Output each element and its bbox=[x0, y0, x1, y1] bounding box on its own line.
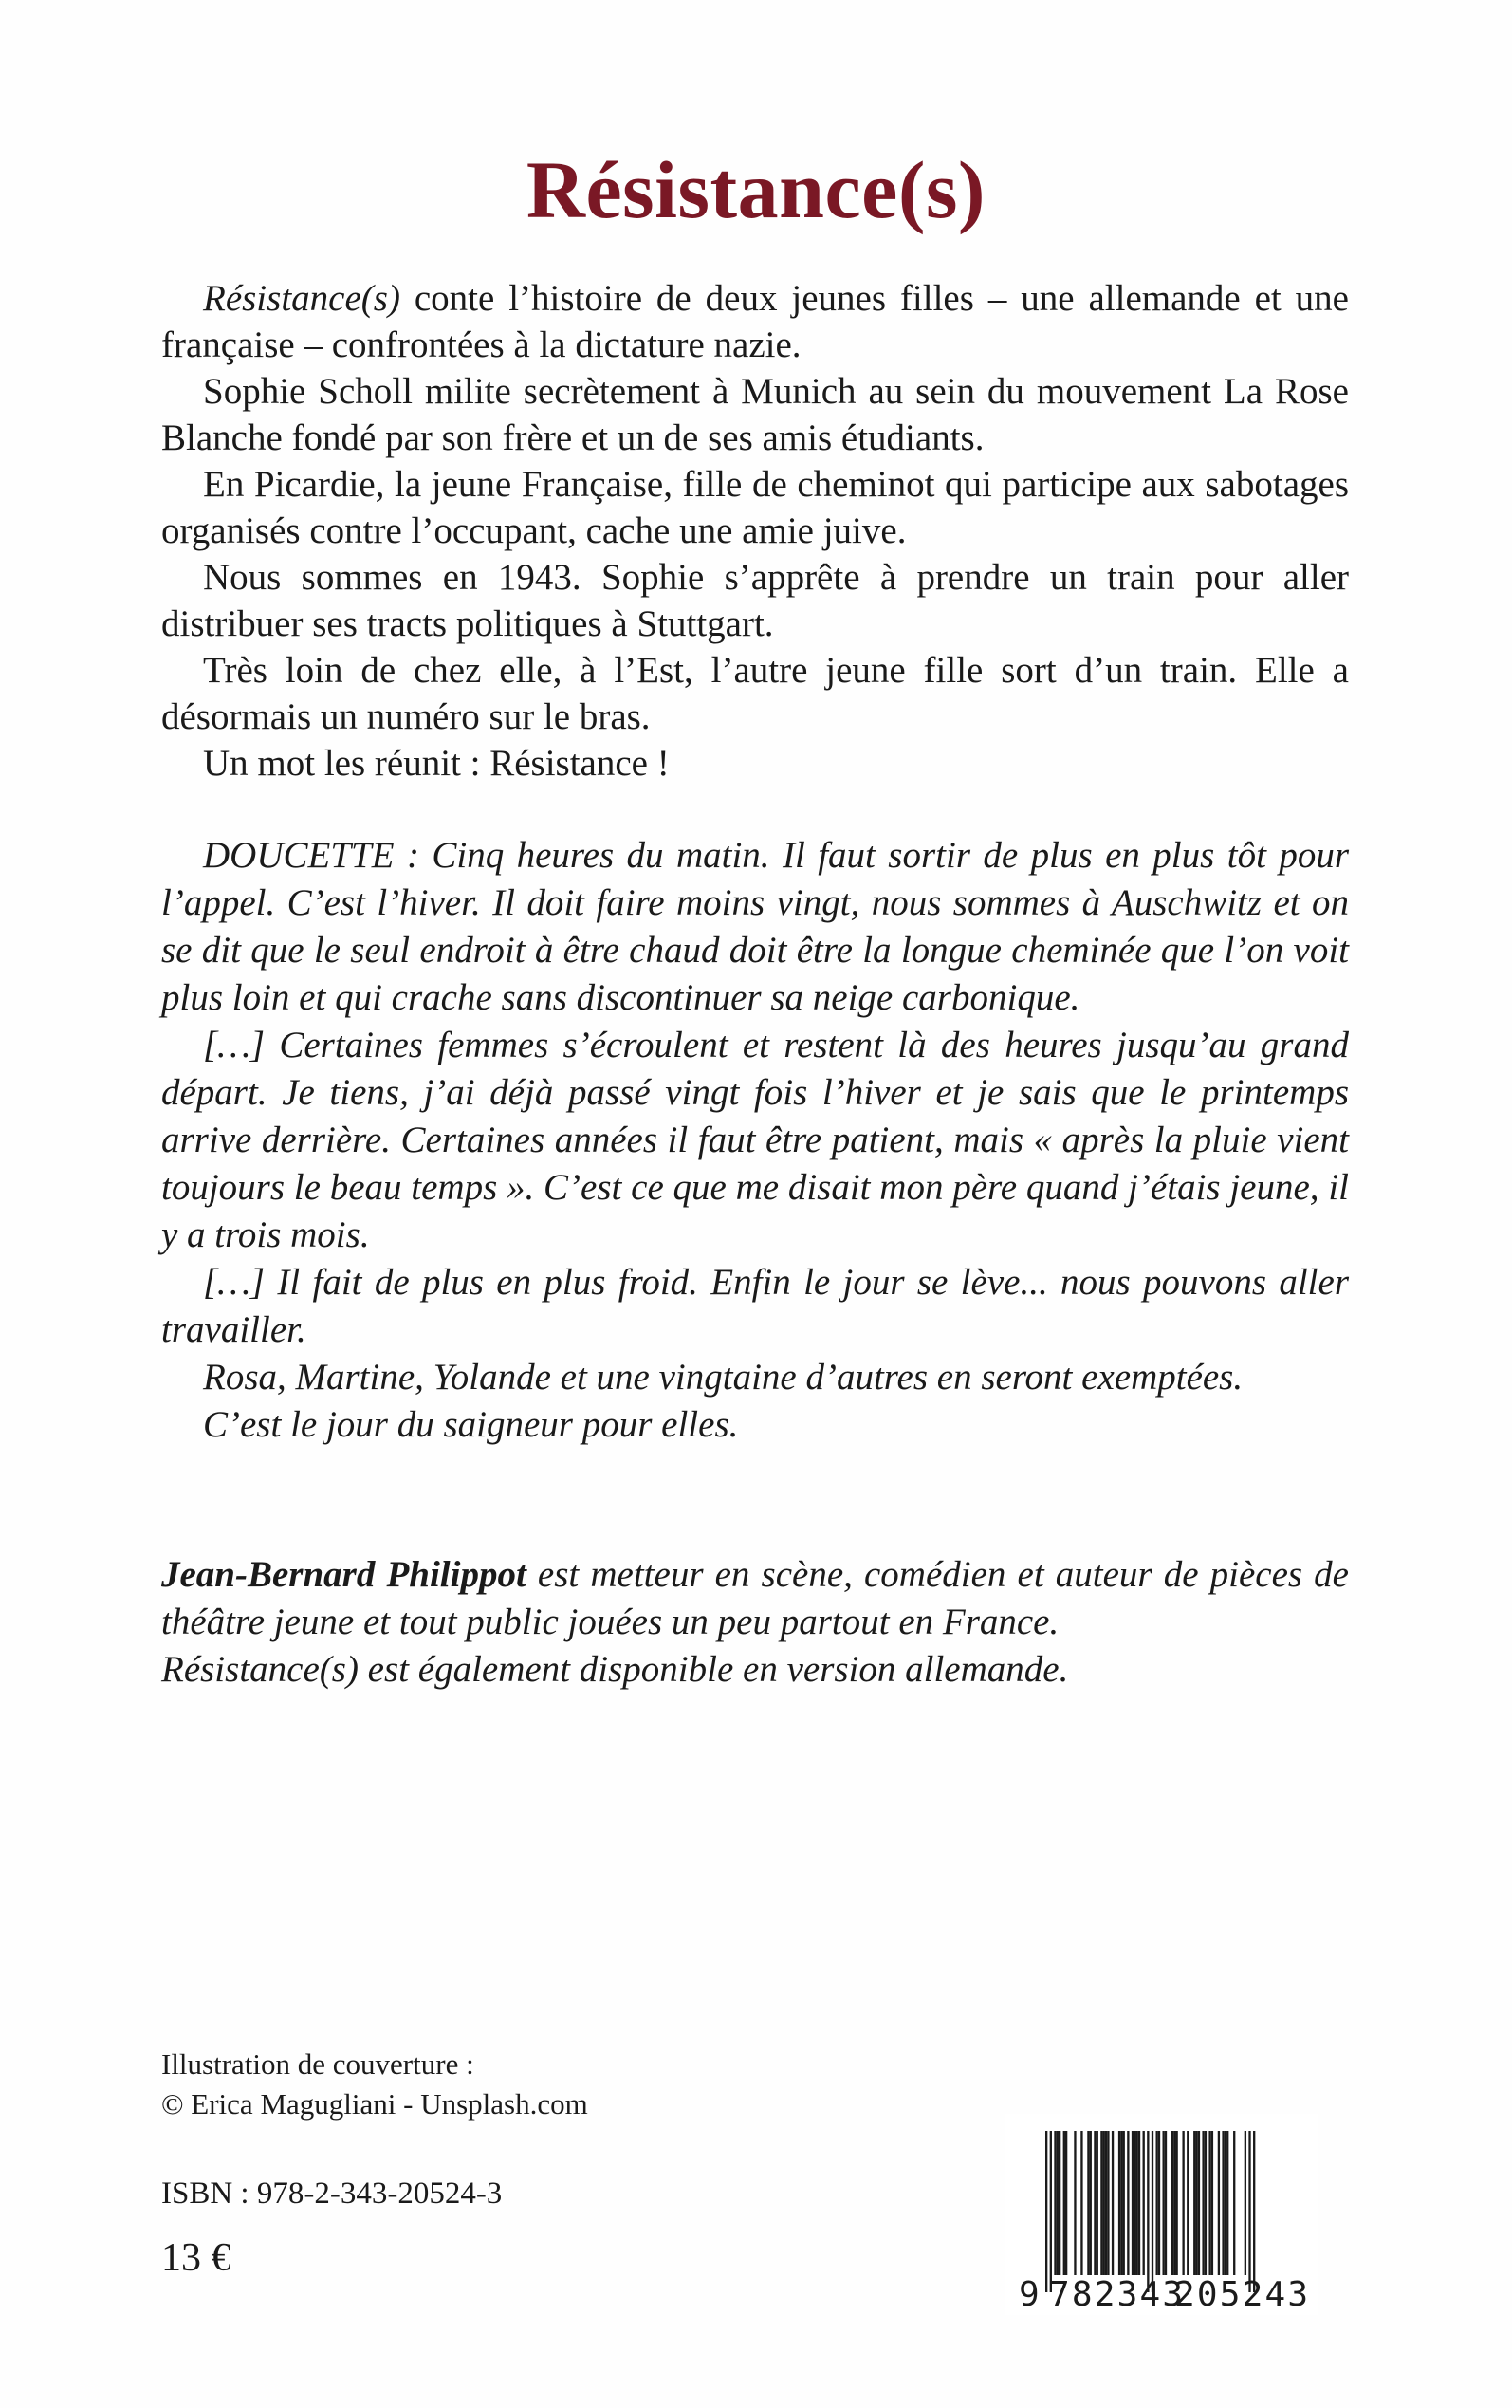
price-text: 13 € bbox=[161, 2236, 231, 2280]
author-bio-line-1 bbox=[161, 1551, 1349, 1646]
content-column bbox=[161, 275, 1349, 1694]
cover-illustration-credit bbox=[161, 2045, 1349, 2124]
synopsis-paragraph-2: Sophie Scholl milite secrètement à Munich au sein du mouvement La Rose Blanche fondé par son frère et un de ses amis étudiants. bbox=[161, 371, 1349, 458]
svg-text:9: 9 bbox=[1019, 2275, 1040, 2314]
excerpt-paragraph-2: […] Certaines femmes s’écroulent et restent là des heures jusqu’au grand départ. Je tiens, j’ai déjà passé vingt fois l’hiver et je sais que le printemps arrive derrière. Certaines années il faut être patient, mais « après la pluie vient toujours le beau temps ». C’est ce que me disait mon père quand j’étais jeune, il y a trois mois. bbox=[161, 1025, 1349, 1255]
illustration-label: Illustration de couverture : bbox=[161, 2047, 474, 2081]
svg-text:782343: 782343 bbox=[1049, 2275, 1186, 2314]
author-bio-block bbox=[161, 1551, 1349, 1694]
svg-text:205243: 205243 bbox=[1174, 2275, 1311, 2314]
synopsis-title-mention: Résistance(s) bbox=[203, 278, 400, 319]
synopsis-paragraph-1 bbox=[161, 275, 1349, 368]
synopsis-block bbox=[161, 275, 1349, 787]
author-bio-line-1-rest: est metteur en scène, comédien et auteur de pièces de théâtre jeune et tout public jouées un peu partout en France. bbox=[161, 1554, 1349, 1642]
ean13-barcode bbox=[1005, 2114, 1318, 2315]
synopsis-paragraph-1-rest: conte l’histoire de deux jeunes filles – une allemande et une française – confrontées à la dictature nazie. bbox=[161, 278, 1349, 365]
author-name: Jean-Bernard Philippot bbox=[161, 1554, 526, 1595]
illustration-credit: © Erica Magugliani - Unsplash.com bbox=[161, 2087, 588, 2121]
synopsis-paragraph-5: Très loin de chez elle, à l’Est, l’autre jeune fille sort d’un train. Elle a désormais un numéro sur le bras. bbox=[161, 650, 1349, 737]
barcode-svg bbox=[1005, 2114, 1318, 2315]
synopsis-paragraph-3: En Picardie, la jeune Française, fille de cheminot qui participe aux sabotages organisés contre l’occupant, cache une amie juive. bbox=[161, 464, 1349, 551]
synopsis-paragraph-6: Un mot les réunit : Résistance ! bbox=[203, 743, 670, 784]
excerpt-block bbox=[161, 832, 1349, 1449]
excerpt-paragraph-3: […] Il fait de plus en plus froid. Enfin le jour se lève... nous pouvons aller travailler. bbox=[161, 1262, 1349, 1350]
page-title: Résistance(s) bbox=[526, 143, 986, 235]
excerpt-paragraph-4: Rosa, Martine, Yolande et une vingtaine d’autres en seront exemptées. bbox=[203, 1357, 1244, 1398]
synopsis-paragraph-4: Nous sommes en 1943. Sophie s’apprête à prendre un train pour aller distribuer ses tracts politiques à Stuttgart. bbox=[161, 557, 1349, 644]
author-bio-line-2: Résistance(s) est également disponible en version allemande. bbox=[161, 1649, 1069, 1690]
excerpt-paragraph-5: C’est le jour du saigneur pour elles. bbox=[203, 1404, 739, 1445]
isbn-text: ISBN : 978-2-343-20524-3 bbox=[161, 2176, 503, 2211]
excerpt-paragraph-1: DOUCETTE : Cinq heures du matin. Il faut sortir de plus en plus tôt pour l’appel. C’est l’hiver. Il doit faire moins vingt, nous sommes à Auschwitz et on se dit que le seul endroit à être chaud doit être la longue cheminée que l’on voit plus loin et qui crache sans discontinuer sa neige carbonique. bbox=[161, 835, 1349, 1018]
